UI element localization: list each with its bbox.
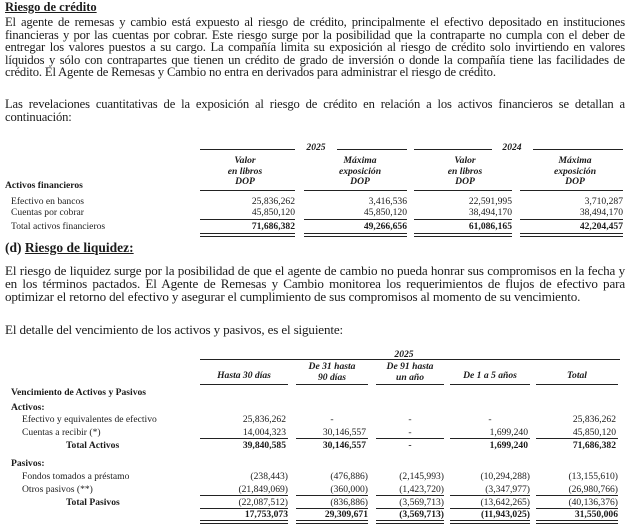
col-max-line-1: Máxima [343, 155, 377, 166]
double-rule [376, 520, 444, 524]
net-cell: 31,550,006 [574, 509, 618, 520]
cell: (2,145,993) [399, 471, 444, 482]
subtotal-rule [450, 438, 530, 439]
subtotal-rule [376, 438, 444, 439]
col-91-ano [376, 362, 444, 383]
total-activos-label: Total Activos [66, 440, 120, 451]
cell: 45,850,120 [363, 207, 407, 218]
cell: (10,294,288) [480, 471, 530, 482]
cell: 45,850,120 [251, 207, 295, 218]
header-rule [536, 384, 618, 385]
col-1-5 [450, 371, 530, 382]
col-1-5-line-1: De 1 a 5 años [463, 370, 517, 381]
col-max-line-2: exposición [553, 165, 597, 177]
subtotal-rule [296, 495, 368, 496]
header-rule [414, 190, 512, 191]
cell: 38,494,170 [468, 207, 512, 218]
header-rule [296, 384, 368, 385]
cell: (238,443) [250, 471, 288, 482]
col-valor-line-2: en libros [227, 165, 263, 177]
row-label: Efectivo y equivalentes de efectivo [22, 414, 157, 425]
cell: - [488, 414, 492, 425]
total-cell: 71,686,382 [572, 440, 616, 451]
row-label: Fondos tomados a préstamo [22, 471, 130, 482]
col-max-line-3: DOP [350, 176, 370, 187]
col-31-90-line-1: De 31 hasta [308, 361, 356, 372]
total-cell: 39,840,585 [242, 440, 286, 451]
cell: 3,416,536 [368, 196, 407, 207]
cell: 25,836,262 [242, 414, 286, 425]
col-valor-line-3: DOP [235, 176, 255, 187]
row-label: Otros pasivos (**) [22, 484, 93, 495]
total-cell: (40,136,376) [568, 497, 618, 508]
col-valor-line-1: Valor [234, 155, 256, 166]
year-header: 2025 [394, 349, 414, 360]
header-rule [200, 384, 288, 385]
col-31-90 [296, 362, 368, 383]
cell: 38,494,170 [579, 207, 623, 218]
total-pasivos-label: Total Pasivos [66, 497, 120, 508]
subtotal-rule [450, 495, 530, 496]
cell: 14,004,323 [242, 427, 286, 438]
net-cell: (3,569,713) [399, 509, 444, 520]
cell: (13,155,610) [568, 471, 618, 482]
cell: - [330, 414, 334, 425]
col-valor-2025 [205, 156, 285, 188]
year-rule [200, 359, 620, 360]
subtotal-rule [304, 219, 407, 220]
cell: 1,699,240 [489, 427, 528, 438]
total-cell: (836,886) [330, 497, 368, 508]
cell: 45,850,120 [572, 427, 616, 438]
net-cell: 29,309,671 [324, 509, 368, 520]
col-91-ano-line-1: De 91 hasta [386, 361, 434, 372]
liquidity-prefix: (d) [5, 240, 22, 255]
total-cell: - [408, 440, 412, 451]
double-rule [450, 520, 530, 524]
year-2024-rule-left [414, 149, 492, 150]
pasivos-label: Pasivos: [11, 458, 45, 469]
liquidity-paragraph-1: El riesgo de liquidez surge por la posibilidad de que el agente de cambio no pueda honrar sus compromisos en la fecha y en los términos pactados. El Agente de Remesas y Cambio monitorea los requerimientos de flujos de efectivo para optimizar el retorno del efectivo y asegurar el cumplimiento de sus compromisos al momento de su vencimiento. [5, 263, 625, 305]
cell: (21,849,069) [238, 484, 288, 495]
row-label: Cuentas a recibir (*) [22, 427, 101, 438]
total-cell: (3,569,713) [399, 497, 444, 508]
double-rule [536, 520, 618, 524]
total-cell: 49,266,656 [363, 221, 407, 232]
header-rule [304, 190, 407, 191]
header-rule [200, 190, 295, 191]
cell: 3,710,287 [584, 196, 623, 207]
row-label: Cuentas por cobrar [11, 207, 84, 218]
subtotal-rule [200, 495, 288, 496]
cell: (476,886) [330, 471, 368, 482]
total-cell: (13,642,265) [480, 497, 530, 508]
header-rule [450, 384, 530, 385]
double-rule [296, 520, 368, 524]
net-cell: 17,753,073 [244, 509, 288, 520]
cell: (1,423,720) [399, 484, 444, 495]
year-2025-rule-left [200, 149, 295, 150]
double-rule [200, 520, 288, 524]
total-cell: 1,699,240 [489, 440, 528, 451]
double-rule [520, 233, 623, 237]
col-max-2024 [535, 156, 615, 188]
col-31-90-line-2: 90 días [318, 371, 346, 383]
subtotal-rule [200, 438, 288, 439]
row-header-vencimiento: Vencimiento de Activos y Pasivos [11, 387, 147, 398]
row-header-activos-financieros: Activos financieros [5, 180, 83, 191]
col-hasta-30 [200, 371, 288, 382]
liquidity-paragraph-2: El detalle del vencimiento de los activos y pasivos, es el siguiente: [5, 322, 344, 337]
col-valor-2024 [425, 156, 505, 188]
col-total [536, 371, 618, 382]
credit-risk-paragraph-1: El agente de remesas y cambio está expuesto al riesgo de crédito, principalmente el efectivo depositado en instituciones financieras y por las cuentas por cobrar. Este riesgo surge por la posibilidad que la contraparte no cumpla con el deber de entregar los valores puestos a su cargo. La compañía limita su exposición al riesgo de crédito solo invirtiendo en valores líquidos y sólo con contrapartes que tienen un crédito de grado de inversión o donde la compañía tiene las facilidades de crédito. El Agente de Remesas y Cambio no entra en derivados para administrar el riesgo de crédito. [5, 15, 625, 80]
double-rule [200, 233, 295, 237]
subtotal-rule [536, 438, 618, 439]
col-hasta-30-line-1: Hasta 30 días [217, 370, 271, 381]
double-rule [414, 233, 512, 237]
cell: 25,836,262 [251, 196, 295, 207]
double-rule [304, 233, 407, 237]
subtotal-rule [200, 219, 295, 220]
col-valor-line-1: Valor [454, 155, 476, 166]
cell: (360,000) [330, 484, 368, 495]
subtotal-rule [296, 438, 368, 439]
col-max-line-2: exposición [338, 165, 382, 177]
cell: 22,591,995 [468, 196, 512, 207]
cell: - [408, 414, 412, 425]
cell: (26,980,766) [568, 484, 618, 495]
col-max-line-3: DOP [565, 176, 585, 187]
subtotal-rule [376, 495, 444, 496]
total-label: Total activos financieros [11, 221, 106, 232]
total-cell: 42,204,457 [579, 221, 623, 232]
year-2025-rule-right [337, 149, 407, 150]
col-max-2025 [320, 156, 400, 188]
cell: - [408, 427, 412, 438]
header-rule [520, 190, 623, 191]
subtotal-rule [536, 495, 618, 496]
cell: 30,146,557 [322, 427, 366, 438]
net-cell: (11,943,025) [480, 509, 530, 520]
year-2025-header: 2025 [306, 142, 326, 153]
subtotal-rule [414, 219, 512, 220]
col-valor-line-2: en libros [447, 165, 483, 177]
row-label: Efectivo en bancos [11, 196, 84, 207]
total-cell: (22,087,512) [238, 497, 288, 508]
header-rule [376, 384, 444, 385]
year-2024-header: 2024 [502, 142, 522, 153]
total-cell: 71,686,382 [251, 221, 295, 232]
year-2024-rule-right [533, 149, 623, 150]
credit-risk-title: Riesgo de crédito [5, 0, 97, 14]
total-cell: 30,146,557 [322, 440, 366, 451]
col-91-ano-line-2: un año [396, 371, 424, 383]
cell: (3,347,977) [485, 484, 530, 495]
liquidity-risk-title [5, 240, 134, 256]
col-total-line-1: Total [567, 370, 587, 381]
total-cell: 61,086,165 [468, 221, 512, 232]
liquidity-title-text: Riesgo de liquidez: [24, 240, 134, 255]
col-max-line-1: Máxima [558, 155, 592, 166]
subtotal-rule [520, 219, 623, 220]
activos-label: Activos: [11, 402, 45, 413]
credit-risk-paragraph-2: Las revelaciones cuantitativas de la exposición al riesgo de crédito en relación a los activos financieros se detallan a continuación: [5, 97, 625, 124]
col-valor-line-3: DOP [455, 176, 475, 187]
cell: 25,836,262 [572, 414, 616, 425]
